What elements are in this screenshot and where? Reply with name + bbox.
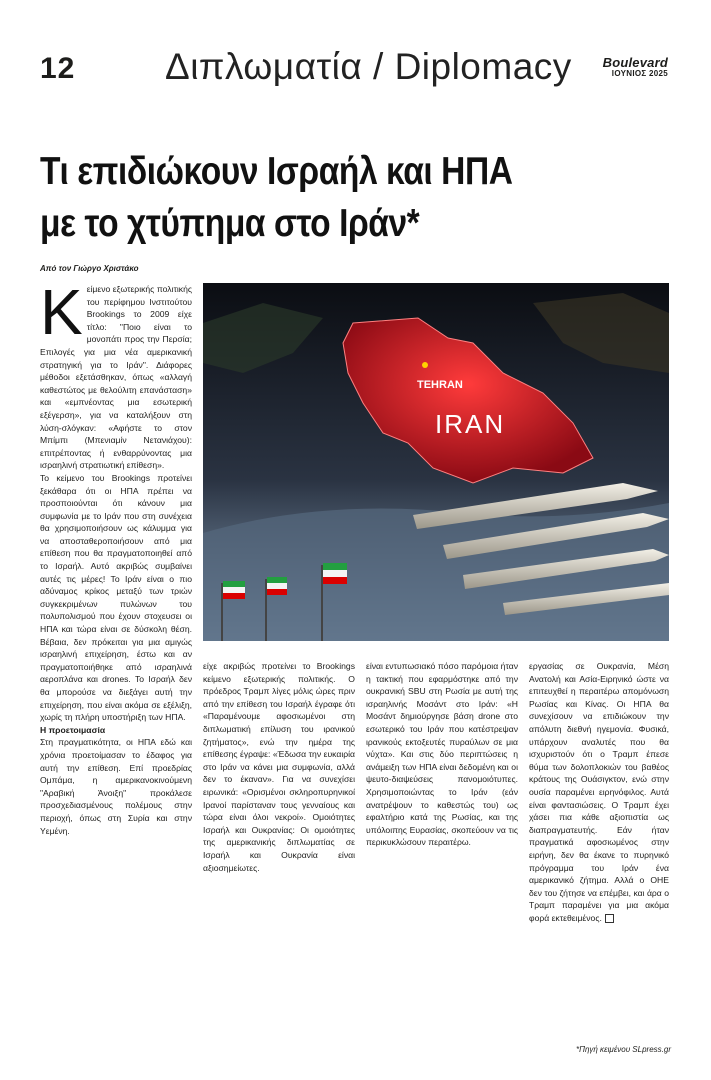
source-note: *Πηγή κειμένου SLpress.gr — [576, 1045, 671, 1054]
paragraph-2: Το κείμενο του Brookings προτείνει ξεκάθαρα ότι οι ΗΠΑ πρέπει να προσποιούνται ότι κάνουν μια συμφωνία με το Ιράν που στη συνέχεια θα χρησιμοποιήσουν ως κάλυμμα για να αποσταθεροποιήσουν από μια επίθεση που θα πραγματοποιηθεί από το Ισραήλ. Αυτό ακριβώς συμβαίνει αυτές τις μέρες! Το Ιράν είναι ο πιο αδύναμος κρίκος μεταξύ των τριών συγκεκριμένων πυλώνων του πολυπολισμού που έχουν στοχευσει οι ΗΠΑ και τώρα είναι σε δύσκολη θέση. Βέβαια, δεν πρόκειται για μια αμιγώς ισραηλινή επιχείρηση, έστω και αν πραγματοποιήθηκε από ισραηλινά αεροπλάνα και drones. Το Ισραήλ δεν θα μπορούσε να διεξάγει αυτή την επιχείρηση, που είναι ακόμα σε εξέλιξη, χωρίς τη πλήρη υποστήριξη των ΗΠΑ. — [40, 472, 192, 723]
byline: Από τον Γιώργο Χριστάκο — [40, 264, 139, 273]
article-column-2 — [203, 660, 355, 1020]
column-2-text: είχε ακριβώς προτείνει το Brookings κείμενο εξωτερικής πολιτικής. Ο πρόεδρος Τραμπ λίγες μόλις ώρες πριν από την επίθεση του Ισραήλ έγραφε ότι «Παραμένουμε αφοσιωμένοι στη διπλωματική επίλυση του ιρανικού ζητήματος», ενώ την ημέρα της επίθεσης έγραψε: «Έδωσα την ευκαιρία στο Ιράν να κάνει μια συμφωνία, αλλά δεν το έκαναν». Για να συνεχίσει ειρωνικά: «Ορισμένοι σκληροπυρηνικοί Ιρανοί παρίσταναν τους γενναίους και τώρα είναι όλοι νεκροί». Ομοιότητες Ισραήλ και Ουκρανίας: Οι ομοιότητες της αμερικανικής διπλωματίας σε Ισραήλ και Ουκρανία είναι αξιοσημείωτες. — [203, 661, 355, 873]
headline-line-1: Τι επιδιώκουν Ισραήλ και ΗΠΑ — [40, 150, 513, 193]
drop-cap: Κ — [40, 283, 83, 348]
intro-paragraph: είμενο εξωτερικής πολιτικής του περίφημου Ινστιτούτου Brookings το 2009 είχε τίτλο: "Ποιο είναι το μονοπάτι προς την Περσία; Επιλογές για μια νέα αμερικανική στρατηγική για το Ιράν". Διάφορες μέθοδοι εξετάσθηκαν, όπως «αλλαγή καθεστώτος με θελούλιτη επανάσταση» και «εμπνέοντας μια εσωτερική εξέγερση», για να καταλήξουν στη λύση-σλόγκαν: «Αφήστε το στον Μπίμπι (Μπενιαμίν Νετανιάχου): επιτρέποντας ή ενθαρρύνοντας μια ισραηλινή στρατιωτική επίθεση». — [40, 284, 192, 471]
page-header — [40, 46, 680, 92]
headline-line-2: με το χτύπημα στο Ιράν* — [40, 202, 420, 245]
map-label-country: IRAN — [435, 409, 506, 439]
article-column-1 — [40, 283, 192, 1018]
map-label-city: TEHRAN — [417, 379, 463, 391]
map-missiles-image — [203, 283, 669, 641]
paragraph-3: Στη πραγματικότητα, οι ΗΠΑ εδώ και χρόνια προετοίμασαν το έδαφος για αυτή την επίθεση. Επί προεδρίας Ομπάμα, η αμερικανοκινούμενη "Αραβική Άνοιξη" προκάλεσε προσχεδιασμένους πολέμους στην περιοχή, όπως στη Συρία και στην Υεμένη. — [40, 737, 192, 836]
article-column-4 — [529, 660, 669, 1020]
column-3-text: είναι εντυπωσιακό πόσο παρόμοια ήταν η τακτική που εφαρμόστηκε από την ουκρανική SBU στη Ρωσία με αυτή της ισραηλινής Μοσάντ στο Ιράν: «Η Μοσάντ δημιούργησε βάση drone στο εσωτερικό του Ιράν που κατέστρεψαν ιρανικούς εκτοξευτές πυραύλων σε μια νύχτα». Και στις δύο περιπτώσεις η ανάμειξη των ΗΠΑ είναι δεδομένη και οι ψευτο-διαψεύσεις πανομοιότυπες. Χρησιμοποιώντας το Ιράν (εάν ανατρέψουν το καθεστώς του) ως εφαλτήριο κατά της Ρωσίας, και της υπόλοιπης Ευρασίας, σκοπεύουν να τις περικυκλώσουν περαιτέρω. — [366, 661, 518, 848]
end-of-article-icon — [605, 914, 614, 923]
page-number: 12 — [40, 52, 76, 85]
section-title: Διπλωματία / Diplomacy — [165, 46, 572, 87]
brand-block — [603, 56, 668, 78]
column-4-body: εργασίας σε Ουκρανία, Μέση Ανατολή και Ασία-Ειρηνικό ώστε να επιτευχθεί η περαιτέρω απομόνωση Ρωσίας και Κίνας. Οι ΗΠΑ θα συνεχίσουν να επιδιώκουν την απόλυτη διεθνή ηγεμονία. Φυσικά, υπάρχουν αναλυτές που θα ισχυριστούν ότι ο Τραμπ έπεσε θύμα των δολοπλοκιών του βαθέος κράτους της Ουάσιγκτον, ενώ στην ουσία παραμένει ειρηνόφιλος. Αυτά είναι φαντασιώσεις. Ο Τραμπ έχει χάσει πια κάθε αξιοπιστία ως διαπραγματευτής. Εάν ήταν πραγματικά αφοσιωμένος στην ειρήνη, δεν θα έκανε το πυρηνικό πρόγραμμα του Ιράν ένα αμερικανικό ζήτημα. Αλλά ο ΟΗΕ δεν του ζήτησε να επέμβει, και άρα ο Τραμπ παραμένει για μια ακόμα φορά εκτεθειμένος. — [529, 661, 669, 923]
article-photo — [203, 283, 669, 641]
brand-name: Boulevard — [602, 55, 668, 70]
article-headline — [40, 146, 582, 250]
subheading: Η προετοιμασία — [40, 724, 106, 735]
issue-date: ΙΟΥΝΙΟΣ 2025 — [611, 68, 668, 78]
column-4-text — [529, 660, 669, 924]
city-marker — [422, 362, 428, 368]
article-column-3 — [366, 660, 518, 1020]
